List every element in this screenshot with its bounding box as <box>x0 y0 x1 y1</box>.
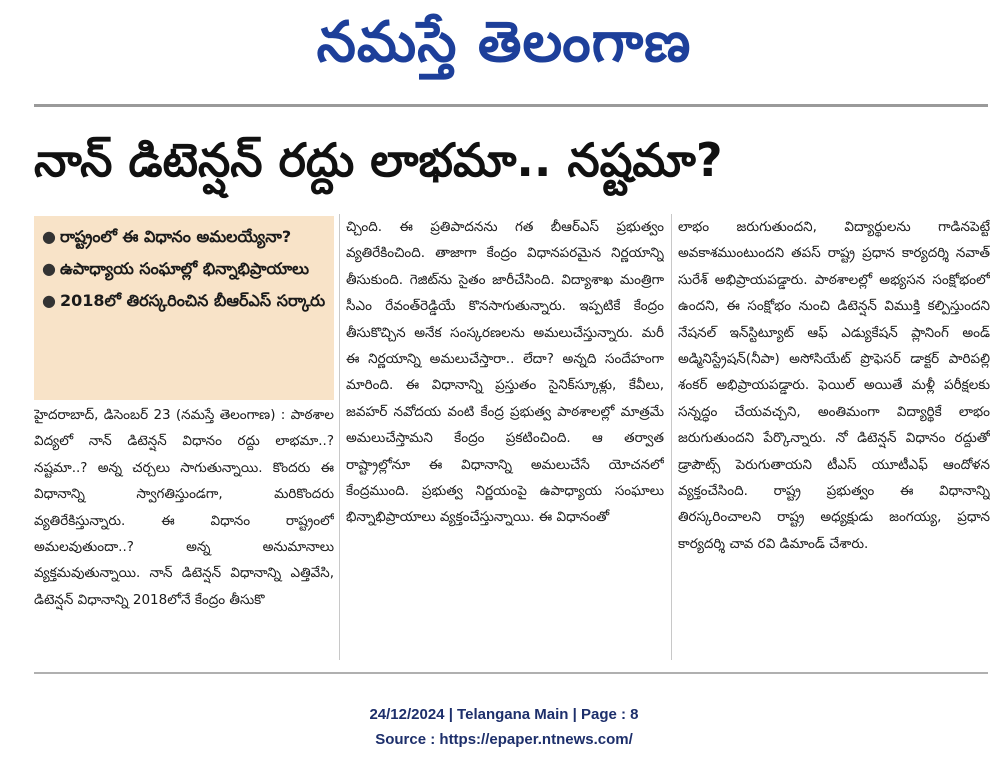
article-column-2: చ్చింది. ఈ ప్రతిపాదనను గత బీఆర్ఎస్ ప్రభుత్వం వ్యతిరేకించింది. తాజాగా కేంద్రం విధానపరమైన నిర్ణయాన్ని తీసుకుంది. గెజిట్‌ను సైతం జారీచేసింది. విద్యాశాఖ మంత్రిగా సీఎం రేవంత్‌రెడ్డియే కొనసాగుతున్నారు. ఇప్పటికే కేంద్రం తీసుకొచ్చిన అనేక సంస్కరణలను అమలుచేస్తున్నారు. మరీ ఈ నిర్ణయాన్ని అమలుచేస్తారా.. లేదా? అన్నది సందేహంగా మారింది. ఈ విధానాన్ని ప్రస్తుతం సైనిక్‌స్కూళ్లు, కేవీలు, జవహర్ నవోదయ వంటి కేంద్ర ప్రభుత్వ పాఠశాలల్లో మాత్రమే అమలుచేస్తామని కేంద్రం ప్రకటించింది. ఆ తర్వాత రాష్ట్రాల్లోనూ ఈ విధానాన్ని అమలుచేసే యోచనలో కేంద్రముంది. ప్రభుత్వ నిర్ణయంపై ఉపాధ్యాయ సంఘాలు భిన్నాభిప్రాయాలు వ్యక్తంచేస్తున్నాయి. ఈ విధానంతో <box>346 219 664 526</box>
column-divider <box>339 214 340 660</box>
highlight-text: 2018లో తిరస్కరించిన బీఆర్ఎస్ సర్కారు <box>60 291 326 310</box>
source-info: Source : https://epaper.ntnews.com/ <box>375 731 633 748</box>
article-column-1: హైదరాబాద్, డిసెంబర్ 23 (నమస్తే తెలంగాణ) : పాఠశాల విద్యలో నాన్ డిటెన్షన్ విధానం రద్దు లాభమా..? నష్టమా..? అన్న చర్చలు సాగుతున్నాయి. కొందరు ఈ విధానాన్ని స్వాగతిస్తుండగా, మరికొందరు వ్యతిరేకిస్తున్నారు. ఈ విధానం రాష్ట్రంలో అమలవుతుందా..? అన్న అనుమానాలు వ్యక్తమవుతున్నాయి. నాన్ డిటెన్షన్ విధానాన్ని ఎత్తివేసి, డిటెన్షన్ విధానాన్ని 2018లోనే కేంద్రం తీసుకొ <box>34 407 334 608</box>
highlight-text: రాష్ట్రంలో ఈ విధానం అమలయ్యేనా? <box>60 227 292 246</box>
footer-divider <box>34 672 988 674</box>
highlight-text: ఉపాధ్యాయ సంఘాల్లో భిన్నాభిప్రాయాలు <box>60 259 310 278</box>
highlights-box <box>34 216 334 400</box>
highlight-item <box>42 224 328 250</box>
bullet-icon: ● <box>42 291 56 310</box>
highlight-item <box>42 288 328 314</box>
article-column-3: లాభం జరుగుతుందని, విద్యార్థులను గాడినపెట్టే అవకాశముంటుందని తపస్ రాష్ట్ర ప్రధాన కార్యదర్శి నవాత్ సురేశ్ అభిప్రాయపడ్డారు. పాఠశాలల్లో అభ్యసన సంక్షోభంలో ఉందని, ఈ సంక్షోభం నుంచి డిటెన్షన్ విముక్తి కల్పిస్తుందని నేషనల్ ఇన్‌స్టిట్యూట్ ఆఫ్ ఎడ్యుకేషన్ ప్లానింగ్ అండ్ అడ్మినిస్ట్రేషన్(నీపా) అసోసియేట్ ప్రొఫెసర్ డాక్టర్ పారిపల్లి శంకర్ అభిప్రాయపడ్డారు. ఫెయిల్ అయితే మళ్లీ పరీక్షలకు సన్నద్ధం చేయవచ్చని, అంతిమంగా విద్యార్థికే లాభం జరుగుతుందని పేర్కొన్నారు. నో డిటెన్షన్ విధానం రద్దుతో డ్రాపౌట్స్ పెరుగుతాయని టీఎస్ యూటీఎఫ్ ఆందోళన వ్యక్తంచేసింది. రాష్ట్ర ప్రభుత్వం ఈ విధానాన్ని తిరస్కరించాలని రాష్ట్ర అధ్యక్షుడు జంగయ్య, ప్రధాన కార్యదర్శి చావ రవి డిమాండ్ చేశారు. <box>678 219 990 552</box>
masthead-divider <box>34 104 988 107</box>
edition-info: 24/12/2024 | Telangana Main | Page : 8 <box>369 706 639 723</box>
highlights-list <box>34 216 334 314</box>
article-headline: నాన్ డిటెన్షన్ రద్దు లాభమా.. నష్టమా? <box>34 133 723 187</box>
bullet-icon: ● <box>42 227 56 246</box>
bullet-icon: ● <box>42 259 56 278</box>
highlight-item <box>42 256 328 282</box>
column-divider <box>671 214 672 660</box>
masthead-logo: నమస్తే తెలంగాణ <box>316 10 692 75</box>
